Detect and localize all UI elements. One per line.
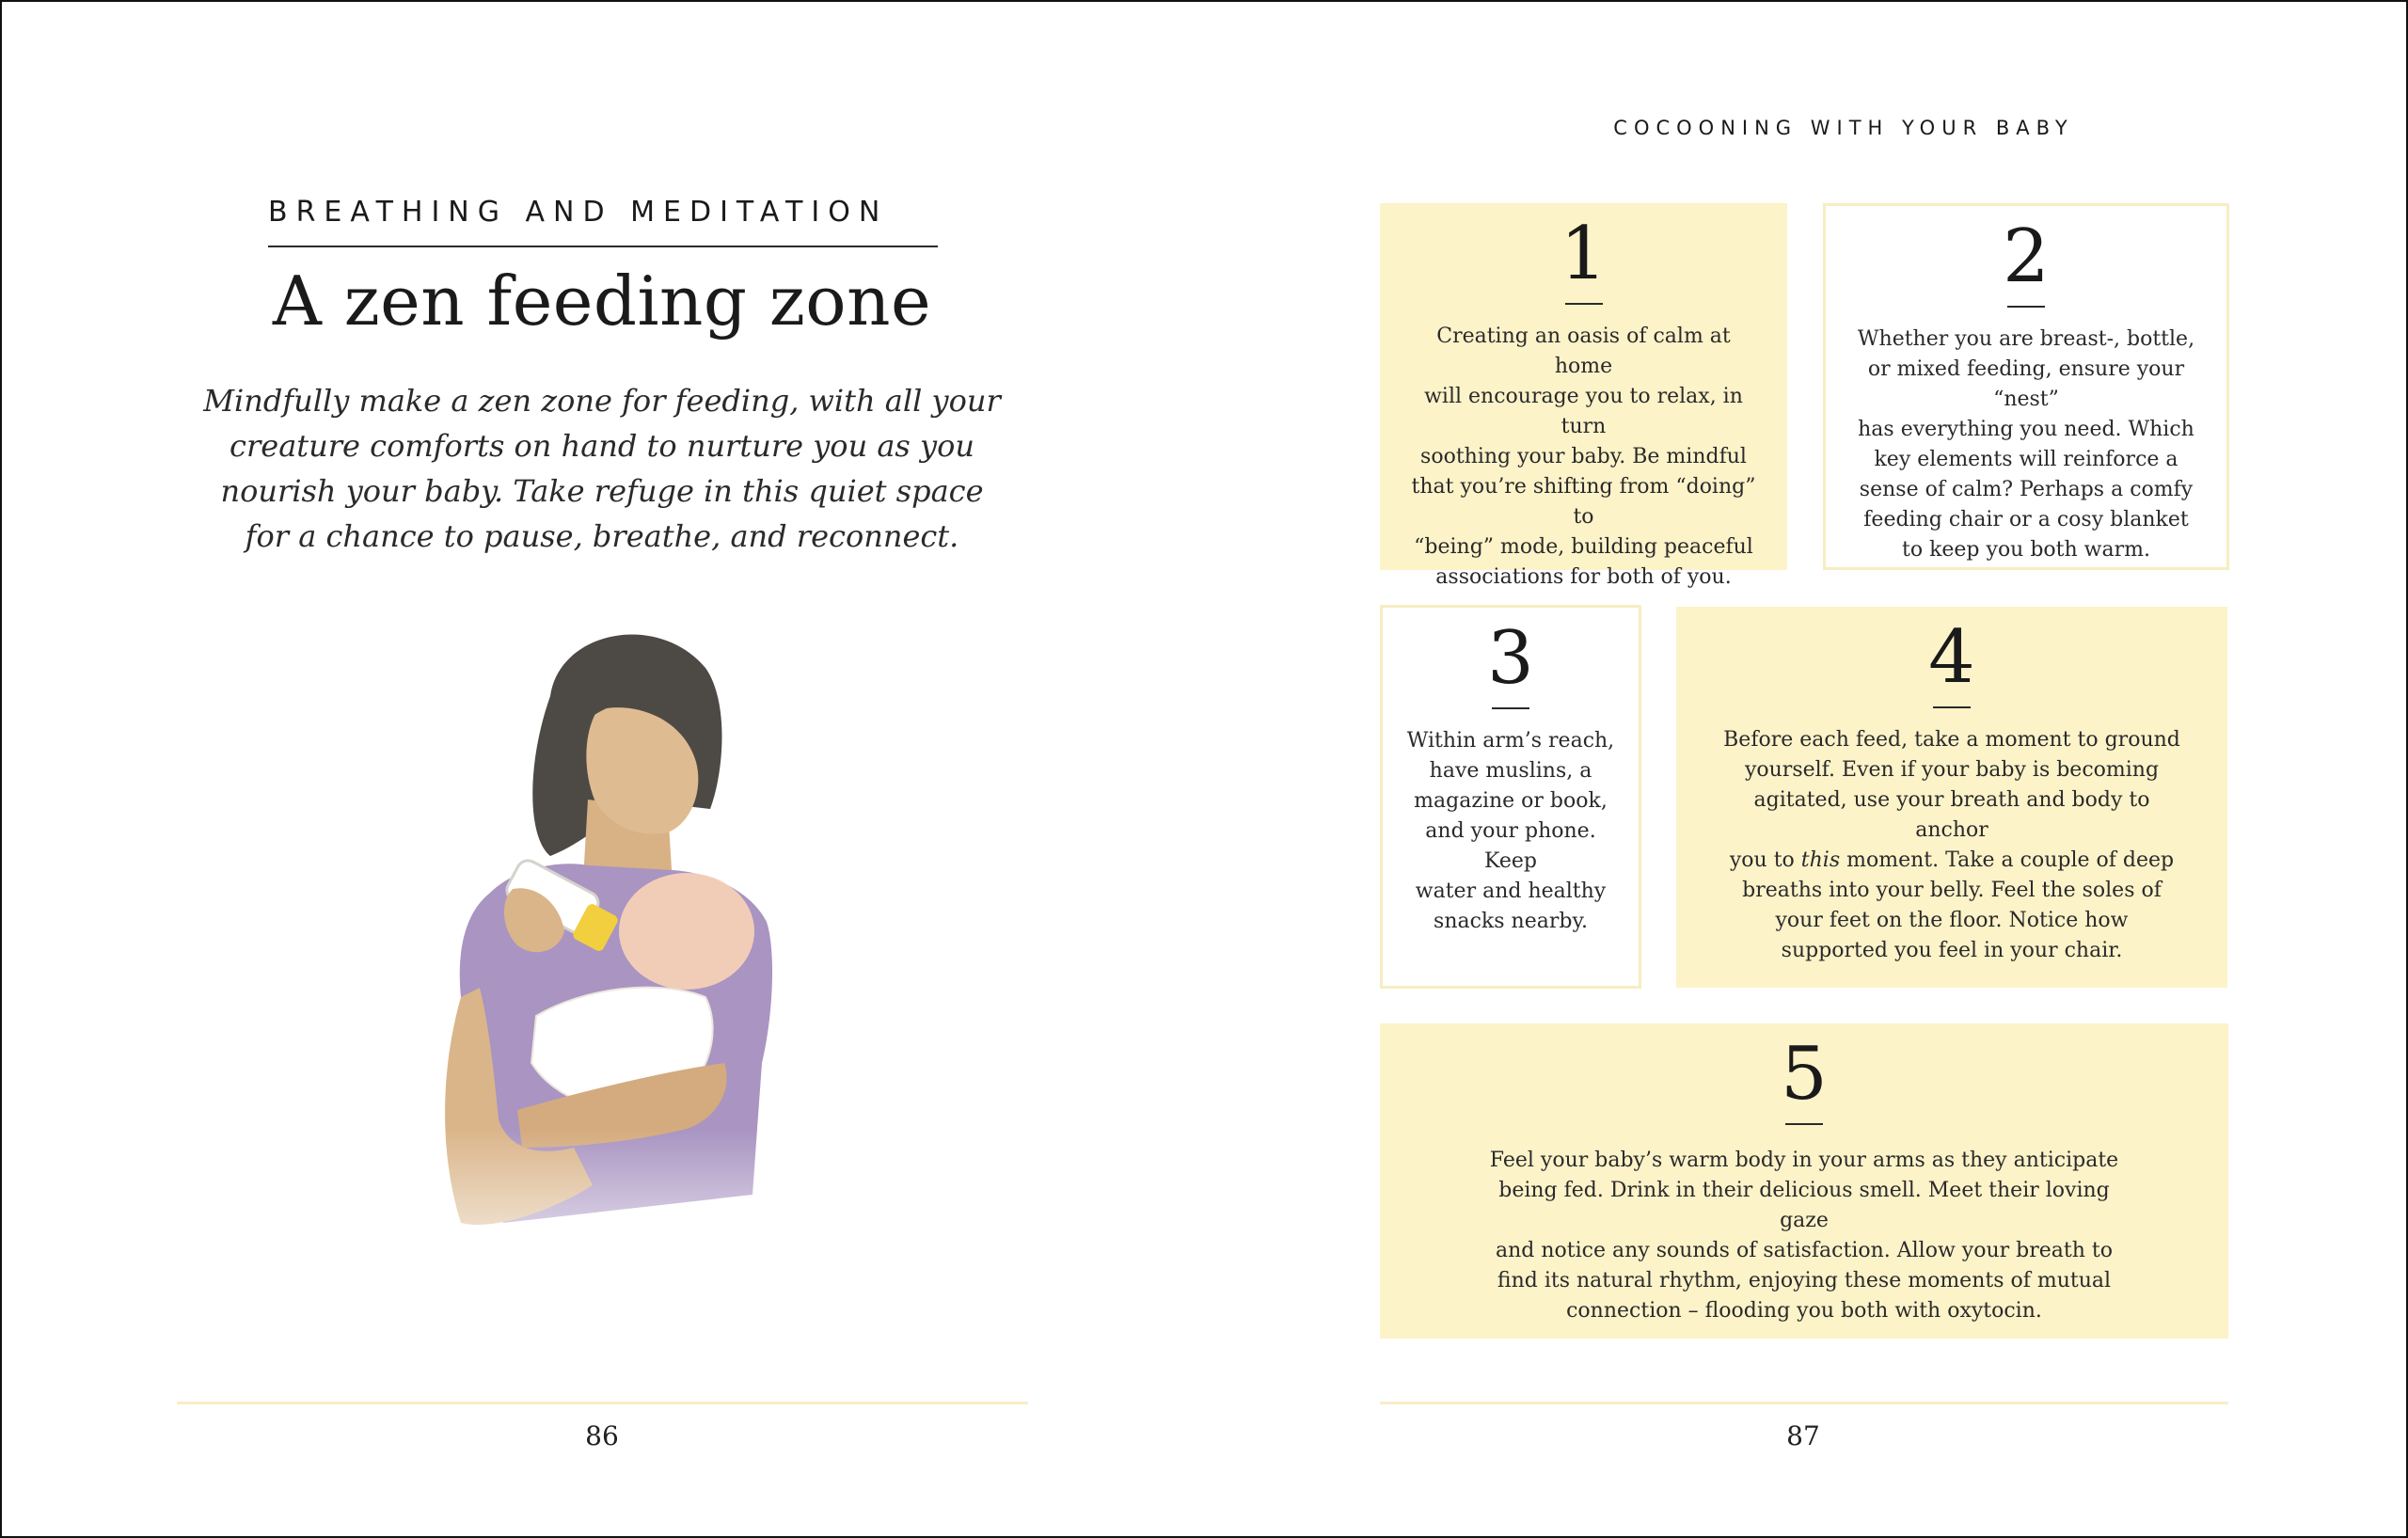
number-underline <box>1565 303 1603 305</box>
tip-line-part: moment. Take a couple of deep <box>1840 848 2175 872</box>
tip-card-1 <box>1380 203 1787 589</box>
tip-line-part: you to <box>1729 848 1801 872</box>
tip-line: connection – flooding you both with oxytocin. <box>1566 1299 2042 1323</box>
baby-head <box>619 873 754 990</box>
section-kicker: BREATHING AND MEDITATION <box>268 196 889 229</box>
intro-line: for a chance to pause, breathe, and reconnect. <box>245 518 959 554</box>
tip-line: Creating an oasis of calm at home <box>1436 325 1731 378</box>
tip-line: Before each feed, take a moment to ground <box>1723 728 2180 752</box>
tip-line: water and healthy <box>1415 880 1607 903</box>
tip-number: 3 <box>1487 616 1534 701</box>
tip-text <box>1398 726 1624 937</box>
tip-text <box>1405 322 1763 593</box>
tip-line: associations for both of you. <box>1435 565 1732 589</box>
kicker-underline <box>268 246 938 247</box>
tip-line: find its natural rhythm, enjoying these moments of mutual <box>1497 1269 2112 1292</box>
tip-line: Whether you are breast-, bottle, <box>1857 327 2195 351</box>
footer-rule-right <box>1380 1402 2228 1404</box>
tip-line: will encourage you to relax, in turn <box>1424 385 1743 438</box>
tip-number: 1 <box>1560 212 1608 296</box>
intro-line: nourish your baby. Take refuge in this quiet space <box>220 473 984 509</box>
number-underline <box>1492 707 1529 709</box>
tip-line: have muslins, a <box>1429 759 1592 783</box>
page-number-left: 86 <box>585 1420 619 1451</box>
running-head: COCOONING WITH YOUR BABY <box>1613 117 2074 139</box>
tip-card-4 <box>1676 607 2227 988</box>
tip-line: Feel your baby’s warm body in your arms as they anticipate <box>1489 1149 2119 1172</box>
tip-line: feeding chair or a cosy blanket <box>1863 508 2189 531</box>
number-underline <box>1933 706 1971 708</box>
tip-card-5 <box>1380 1023 2228 1339</box>
number-underline <box>2007 306 2045 308</box>
tip-text <box>1847 325 2205 565</box>
tip-line: your feet on the floor. Notice how <box>1775 909 2129 932</box>
tip-number: 5 <box>1781 1032 1828 1117</box>
tip-line: or mixed feeding, ensure your “nest” <box>1867 357 2185 411</box>
footer-rule-left <box>177 1402 1028 1404</box>
tip-line: “being” mode, building peaceful <box>1414 535 1753 559</box>
intro-line: Mindfully make a zen zone for feeding, with all your <box>203 383 1001 419</box>
tip-line: key elements will reinforce a <box>1874 448 2178 471</box>
tip-text <box>1475 1146 2133 1326</box>
tip-card-3 <box>1380 605 1641 989</box>
page-number-right: 87 <box>1786 1420 1820 1451</box>
tip-line: that you’re shifting from “doing” to <box>1411 475 1756 529</box>
tip-number: 4 <box>1928 615 1975 700</box>
tip-text <box>1717 725 2187 966</box>
tip-line: agitated, use your breath and body to anchor <box>1753 788 2150 842</box>
page-title: A zen feeding zone <box>272 262 932 341</box>
tip-line: supported you feel in your chair. <box>1781 939 2123 962</box>
tip-line: to keep you both warm. <box>1901 538 2150 562</box>
tip-line: magazine or book, <box>1414 789 1608 813</box>
tip-line: yourself. Even if your baby is becoming <box>1744 758 2160 782</box>
tip-card-2 <box>1823 203 2229 570</box>
tip-line: sense of calm? Perhaps a comfy <box>1859 478 2194 501</box>
tip-line: and notice any sounds of satisfaction. Allow your breath to <box>1496 1239 2113 1262</box>
tip-line-emphasis: this <box>1800 848 1841 872</box>
tip-line <box>1717 846 2187 876</box>
tip-line: breaths into your belly. Feel the soles of <box>1742 879 2162 902</box>
tip-number: 2 <box>2003 214 2050 299</box>
number-underline <box>1785 1123 1823 1125</box>
intro-paragraph <box>183 378 1021 559</box>
tip-line: has everything you need. Which <box>1858 418 2194 441</box>
tip-line: being fed. Drink in their delicious smell. Meet their loving gaze <box>1498 1179 2110 1232</box>
tip-line: snacks nearby. <box>1434 910 1588 933</box>
tip-line: Within arm’s reach, <box>1406 729 1615 753</box>
feeding-illustration <box>348 621 912 1308</box>
tip-line: and your phone. Keep <box>1425 819 1596 873</box>
intro-line: creature comforts on hand to nurture you as you <box>230 428 974 464</box>
tip-line: soothing your baby. Be mindful <box>1420 445 1747 468</box>
